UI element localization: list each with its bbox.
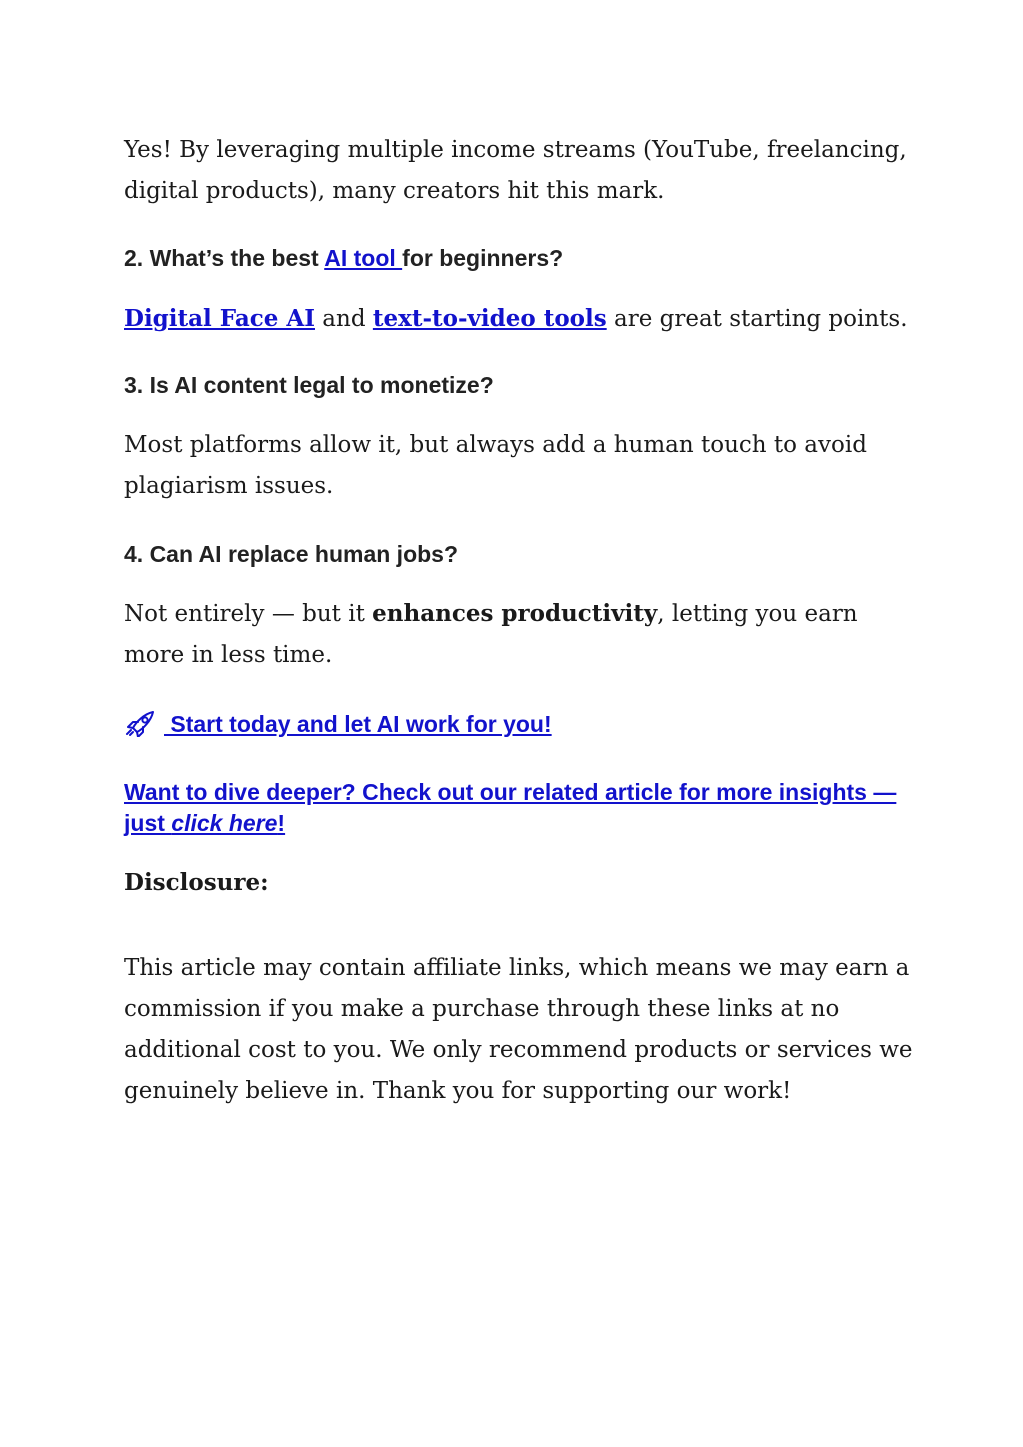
faq-question-4: 4. Can AI replace human jobs? [124, 541, 459, 567]
faq-question-3: 3. Is AI content legal to monetize? [124, 372, 494, 398]
rocket-icon [124, 709, 156, 737]
answer-2 [124, 298, 914, 340]
answer-4-bold: enhances productivity [372, 600, 658, 627]
digital-face-ai-link[interactable]: Digital Face AI [124, 305, 315, 332]
text-to-video-tools-link[interactable]: text-to-video tools [372, 305, 607, 332]
answer-2-suffix: are great starting points. [606, 306, 908, 332]
start-today-text: Start today and let AI work for you! [164, 711, 552, 737]
faq-question-2 [124, 243, 914, 273]
answer-4 [124, 593, 914, 676]
faq-2-suffix: for beginners? [402, 245, 564, 271]
answer-2-mid: and [315, 306, 373, 332]
click-here-text: click here [171, 810, 278, 836]
answer-1: Yes! By leveraging multiple income streams (YouTube, freelancing, digital products), many creators hit this mark. [124, 137, 907, 204]
answer-3: Most platforms allow it, but always add a human touch to avoid plagiarism issues. [124, 432, 867, 499]
start-today-link[interactable] [124, 709, 914, 740]
disclosure-title: Disclosure: [124, 869, 269, 896]
ai-tool-link[interactable]: AI tool [324, 245, 403, 271]
faq-2-prefix: 2. What’s the best [124, 245, 325, 271]
related-article-text: Want to dive deeper? Check out our related article for more insights — just [124, 779, 897, 836]
answer-4-suffix: , letting you earn more in less time. [124, 601, 858, 668]
related-article-end: ! [277, 810, 286, 836]
related-article-link[interactable] [124, 777, 914, 839]
disclosure-body: This article may contain affiliate links, which means we may earn a commission if you make a purchase through these links at no additional cost to you. We only recommend products or services we genuinely believe in. Thank you for supporting our work! [124, 955, 913, 1104]
answer-4-prefix: Not entirely — but it [124, 601, 373, 627]
